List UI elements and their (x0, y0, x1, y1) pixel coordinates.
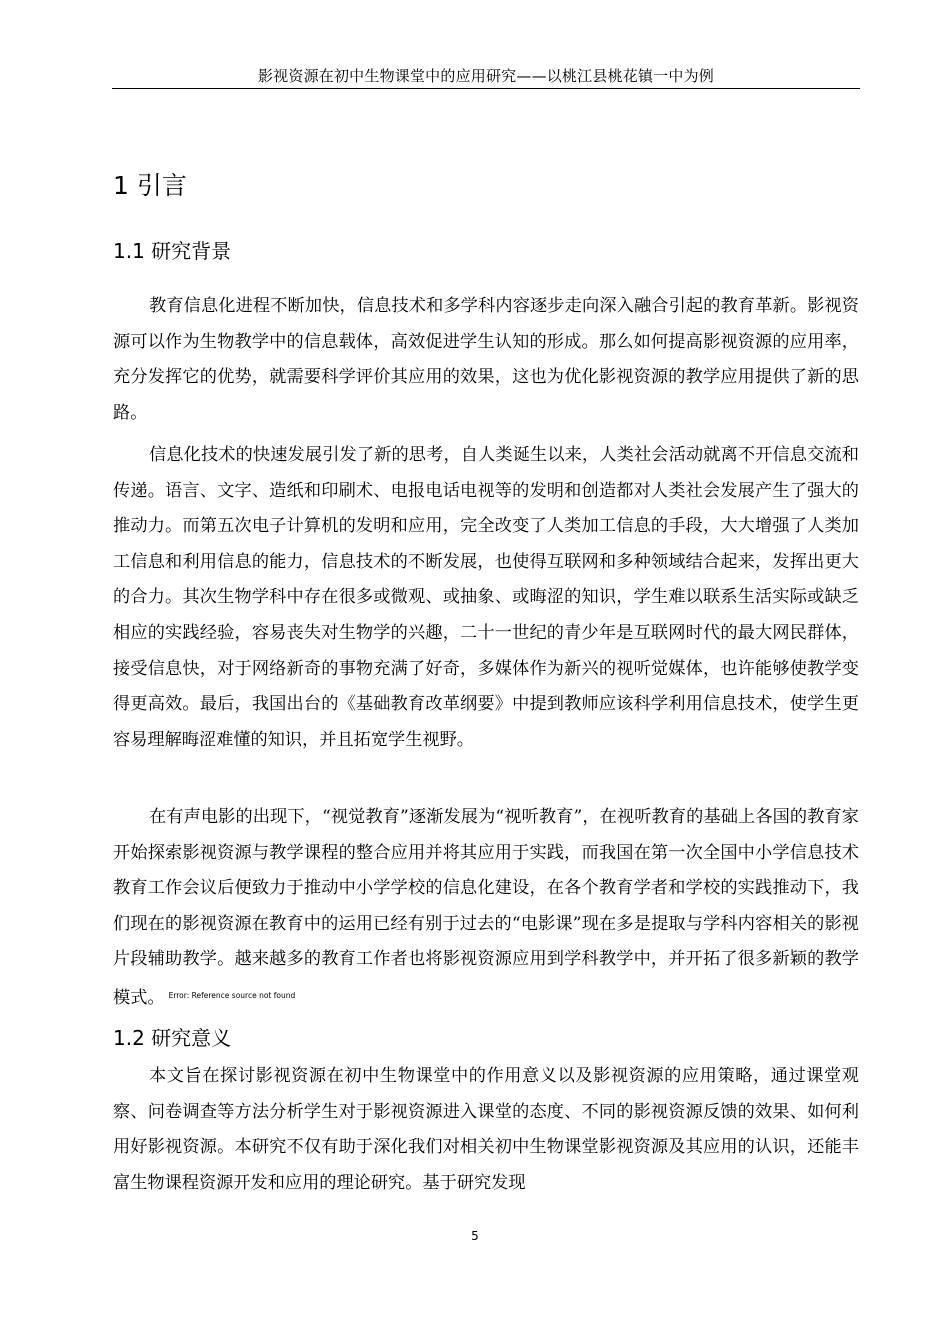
paragraph-1: 教育信息化进程不断加快，信息技术和多学科内容逐步走向深入融合引起的教育革新。影视资源可以作为生物教学中的信息载体，高效促进学生认知的形成。那么如何提高影视资源的应用率，充分发挥它的优势，就需要科学评价其应用的效果，这也为优化影视资源的教学应用提供了新的思路。 (113, 296, 859, 423)
paragraph-3-text: 在有声电影的出现下，“视觉教育”逐渐发展为“视听教育”，在视听教育的基础上各国的教育家开始探索影视资源与教学课程的整合应用并将其应用于实践，而我国在第一次全国中小学信息技术教育工作会议后便致力于推动中小学学校的信息化建设，在各个教育学者和学校的实践推动下，我们现在的影视资源在教育中的运用已经有别于过去的“电影课”现在多是提取与学科内容相关的影视片段辅助教学。越来越多的教育工作者也将影视资源应用到学科教学中，并开拓了很多新颖的教学模式。 (113, 807, 859, 1008)
section-heading-significance: 1.2 研究意义 (113, 1026, 232, 1050)
chapter-heading: 1 引言 (113, 171, 187, 200)
paragraph-4: 本文旨在探讨影视资源在初中生物课堂中的作用意义以及影视资源的应用策略，通过课堂观察、问卷调查等方法分析学生对于影视资源进入课堂的态度、不同的影视资源反馈的效果、如何利用好影视资源。本研究不仅有助于深化我们对相关初中生物课堂影视资源及其应用的认识，还能丰富生物课程资源开发和应用的理论研究。基于研究发现 (113, 1066, 859, 1193)
page-number: 5 (471, 1229, 479, 1243)
reference-error-note: Error: Reference source not found (168, 990, 296, 1000)
header-rule (112, 88, 860, 89)
running-header: 影视资源在初中生物课堂中的应用研究——以桃江县桃花镇一中为例 (257, 67, 714, 85)
paragraph-2: 信息化技术的快速发展引发了新的思考，自人类诞生以来，人类社会活动就离不开信息交流和传递。语言、文字、造纸和印刷术、电报电话电视等的发明和创造都对人类社会发展产生了强大的推动力。而第五次电子计算机的发明和应用，完全改变了人类加工信息的手段，大大增强了人类加工信息和利用信息的能力，信息技术的不断发展，也使得互联网和多种领域结合起来，发挥出更大的合力。其次生物学科中存在很多或微观、或抽象、或晦涩的知识，学生难以联系生活实际或缺乏相应的实践经验，容易丧失对生物学的兴趣，二十一世纪的青少年是互联网时代的最大网民群体，接受信息快，对于网络新奇的事物充满了好奇，多媒体作为新兴的视听觉媒体，也许能够使教学变得更高效。最后，我国出台的《基础教育改革纲要》中提到教师应该科学利用信息技术，使学生更容易理解晦涩难懂的知识，并且拓宽学生视野。 (113, 445, 859, 750)
paragraph-3 (113, 800, 859, 1017)
section-heading-background: 1.1 研究背景 (113, 239, 232, 263)
